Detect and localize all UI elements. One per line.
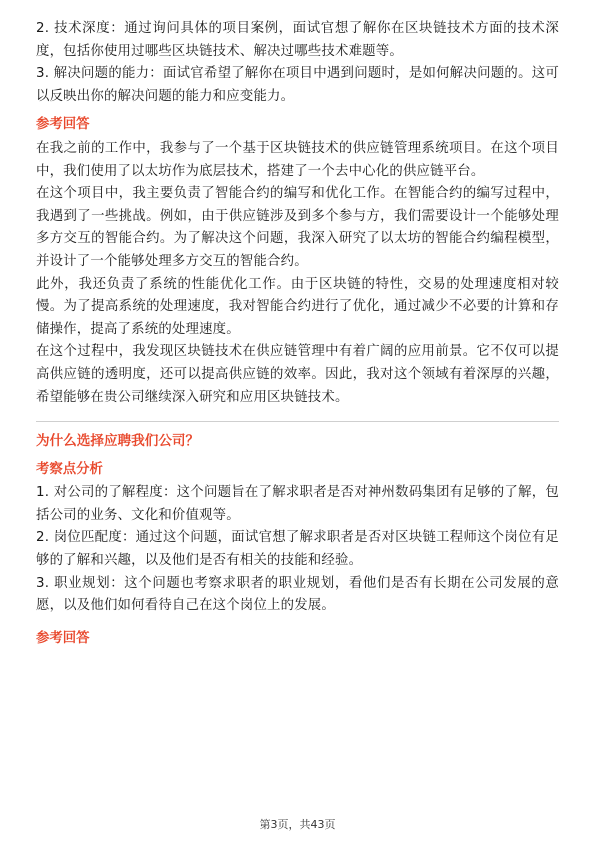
document-page <box>36 18 559 651</box>
analysis-point: 3. 解决问题的能力：面试官希望了解你在项目中遇到问题时，是如何解决问题的。这可以反映出你的解决问题的能力和应变能力。 <box>36 66 559 104</box>
answer-paragraph: 此外，我还负责了系统的性能优化工作。由于区块链的特性，交易的处理速度相对较慢。为了提高系统的处理速度，我对智能合约进行了优化，通过减少不必要的计算和存储操作，提高了系统的处理速度。 <box>36 276 559 337</box>
reference-answer-heading: 参考回答 <box>36 117 90 133</box>
analysis-heading: 考察点分析 <box>36 461 103 477</box>
page-number: 第3页，共43页 <box>259 818 336 831</box>
reference-answer-body <box>36 138 559 409</box>
question-title: 为什么选择应聘我们公司？ <box>36 433 200 450</box>
reference-answer-heading: 参考回答 <box>36 630 90 646</box>
analysis-point: 2. 技术深度：通过询问具体的项目案例，面试官想了解你在区块链技术方面的技术深度，包括你使用过哪些区块链技术、解决过哪些技术难题等。 <box>36 21 559 59</box>
section-divider <box>36 421 559 422</box>
analysis-list <box>36 482 559 618</box>
previous-analysis-list <box>36 18 559 108</box>
analysis-point: 3. 职业规划：这个问题也考察求职者的职业规划，看他们是否有长期在公司发展的意愿，以及他们如何看待自己在这个岗位上的发展。 <box>36 575 559 614</box>
answer-paragraph: 在我之前的工作中，我参与了一个基于区块链技术的供应链管理系统项目。在这个项目中，我们使用了以太坊作为底层技术，搭建了一个去中心化的供应链平台。 <box>36 140 559 179</box>
analysis-point: 1. 对公司的了解程度：这个问题旨在了解求职者是否对神州数码集团有足够的了解，包括公司的业务、文化和价值观等。 <box>36 485 559 523</box>
analysis-point: 2. 岗位匹配度：通过这个问题，面试官想了解求职者是否对区块链工程师这个岗位有足够的了解和兴趣，以及他们是否有相关的技能和经验。 <box>36 530 559 569</box>
answer-paragraph: 在这个项目中，我主要负责了智能合约的编写和优化工作。在智能合约的编写过程中，我遇到了一些挑战。例如，由于供应链涉及到多个参与方，我们需要设计一个能够处理多方交互的智能合约。为了解决这个问题，我深入研究了以太坊的智能合约编程模型，并设计了一个能够处理多方交互的智能合约。 <box>36 186 559 269</box>
answer-paragraph: 在这个过程中，我发现区块链技术在供应链管理中有着广阔的应用前景。它不仅可以提高供应链的透明度，还可以提高供应链的效率。因此，我对这个领域有着深厚的兴趣，希望能够在贵公司继续深入研究和应用区块链技术。 <box>36 344 559 405</box>
